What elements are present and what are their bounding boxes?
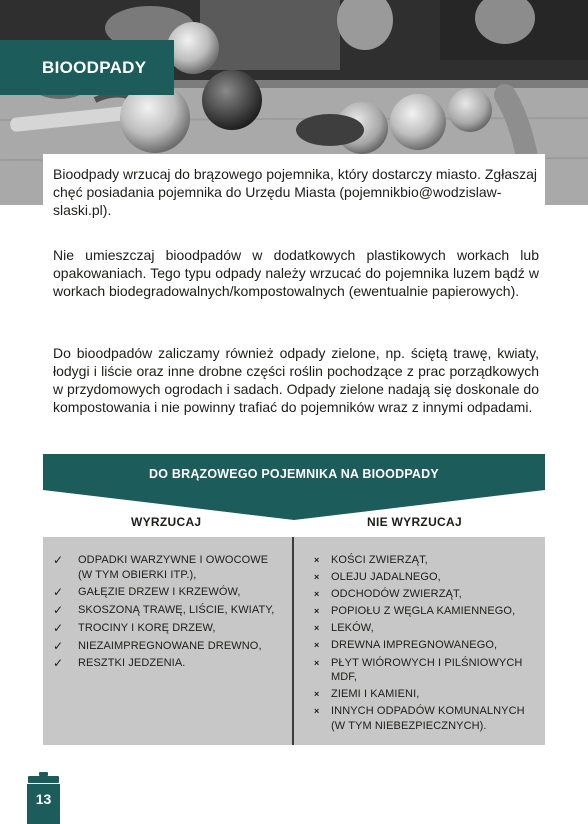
cross-icon: ×	[314, 606, 320, 617]
check-icon: ✓	[53, 585, 64, 600]
cross-icon: ×	[314, 623, 320, 634]
check-icon: ✓	[53, 638, 64, 653]
list-item: × PŁYT WIÓROWYCH I PILŚNIOWYCH MDF,	[314, 656, 523, 684]
column-divider	[292, 537, 294, 745]
list-item: × KOŚCI ZWIERZĄT,	[314, 554, 428, 566]
intro-text-panel	[43, 154, 545, 444]
list-item: ✓ ODPADKI WARZYWNE I OWOCOWE (W TYM OBIERKI ITP.),	[53, 553, 269, 581]
intro-paragraph-3: Do bioodpadów zaliczamy również odpady zielone, np. ściętą trawę, kwiaty, łodygi i liście oraz inne drobne części roślin pochodzące z prac porządkowych w przydomowych ogrodach i sadach. Odpady zielone nadają się doskonale do kompostowania i nie powinny trafiać do pojemników wraz z innymi odpadami.	[53, 345, 539, 415]
page-number-badge	[27, 772, 60, 824]
column-heading-allowed: WYRZUCAJ	[131, 515, 202, 529]
list-item: × ZIEMI I KAMIENI,	[314, 688, 420, 701]
cross-icon: ×	[314, 640, 320, 651]
list-item: × ODCHODÓW ZWIERZĄT,	[314, 588, 462, 601]
page-number: 13	[35, 791, 52, 807]
cross-icon: ×	[314, 572, 320, 583]
cross-icon: ×	[314, 555, 320, 565]
cross-icon: ×	[314, 589, 320, 600]
section-title-box	[0, 40, 174, 95]
column-heading-forbidden: NIE WYRZUCAJ	[367, 515, 462, 529]
forbidden-list	[309, 553, 541, 736]
list-item: ✓ SKOSZONĄ TRAWĘ, LIŚCIE, KWIATY,	[53, 603, 275, 618]
allowed-list	[53, 553, 285, 674]
list-item: × LEKÓW,	[314, 622, 374, 635]
banner-title: DO BRĄZOWEGO POJEMNIKA NA BIOODPADY	[149, 467, 439, 481]
list-item: ✓ RESZTKI JEDZENIA.	[53, 656, 186, 671]
section-title: BIOODPADY	[42, 57, 147, 77]
cross-icon: ×	[314, 706, 320, 717]
check-icon: ✓	[53, 656, 64, 671]
list-item: × OLEJU JADALNEGO,	[314, 571, 441, 584]
bin-banner	[43, 454, 545, 520]
waste-lists	[43, 537, 545, 745]
check-icon: ✓	[53, 553, 64, 567]
cross-icon: ×	[314, 657, 320, 668]
check-icon: ✓	[53, 620, 64, 635]
check-icon: ✓	[53, 603, 64, 618]
list-item: × INNYCH ODPADÓW KOMUNALNYCH (W TYM NIEBEZPIECZNYCH).	[314, 705, 525, 733]
intro-paragraph-2: Nie umieszczaj bioodpadów w dodatkowych plastikowych workach lub opakowaniach. Tego typu odpady należy wrzucać do pojemnika luzem bądź w workach biodegradowalnych/kompostowalnych (ewentualnie papierowych).	[53, 247, 539, 299]
intro-paragraph-1: Bioodpady wrzucaj do brązowego pojemnika, który dostarczy miasto. Zgłaszaj chęć posiadania pojemnika do Urzędu Miasta (pojemnikbio@wodzislaw-slaski.pl).	[53, 166, 538, 218]
banner-arrow-shape	[43, 454, 545, 520]
cross-icon: ×	[314, 689, 320, 700]
list-item: ✓ GAŁĘZIE DRZEW I KRZEWÓW,	[53, 585, 241, 600]
list-item: ✓ NIEZAIMPREGNOWANE DREWNO,	[53, 638, 262, 653]
list-item: ✓ TROCINY I KORĘ DRZEW,	[53, 620, 216, 635]
list-item: × POPIOŁU Z WĘGLA KAMIENNEGO,	[314, 605, 516, 618]
list-item: × DREWNA IMPREGNOWANEGO,	[314, 639, 498, 652]
